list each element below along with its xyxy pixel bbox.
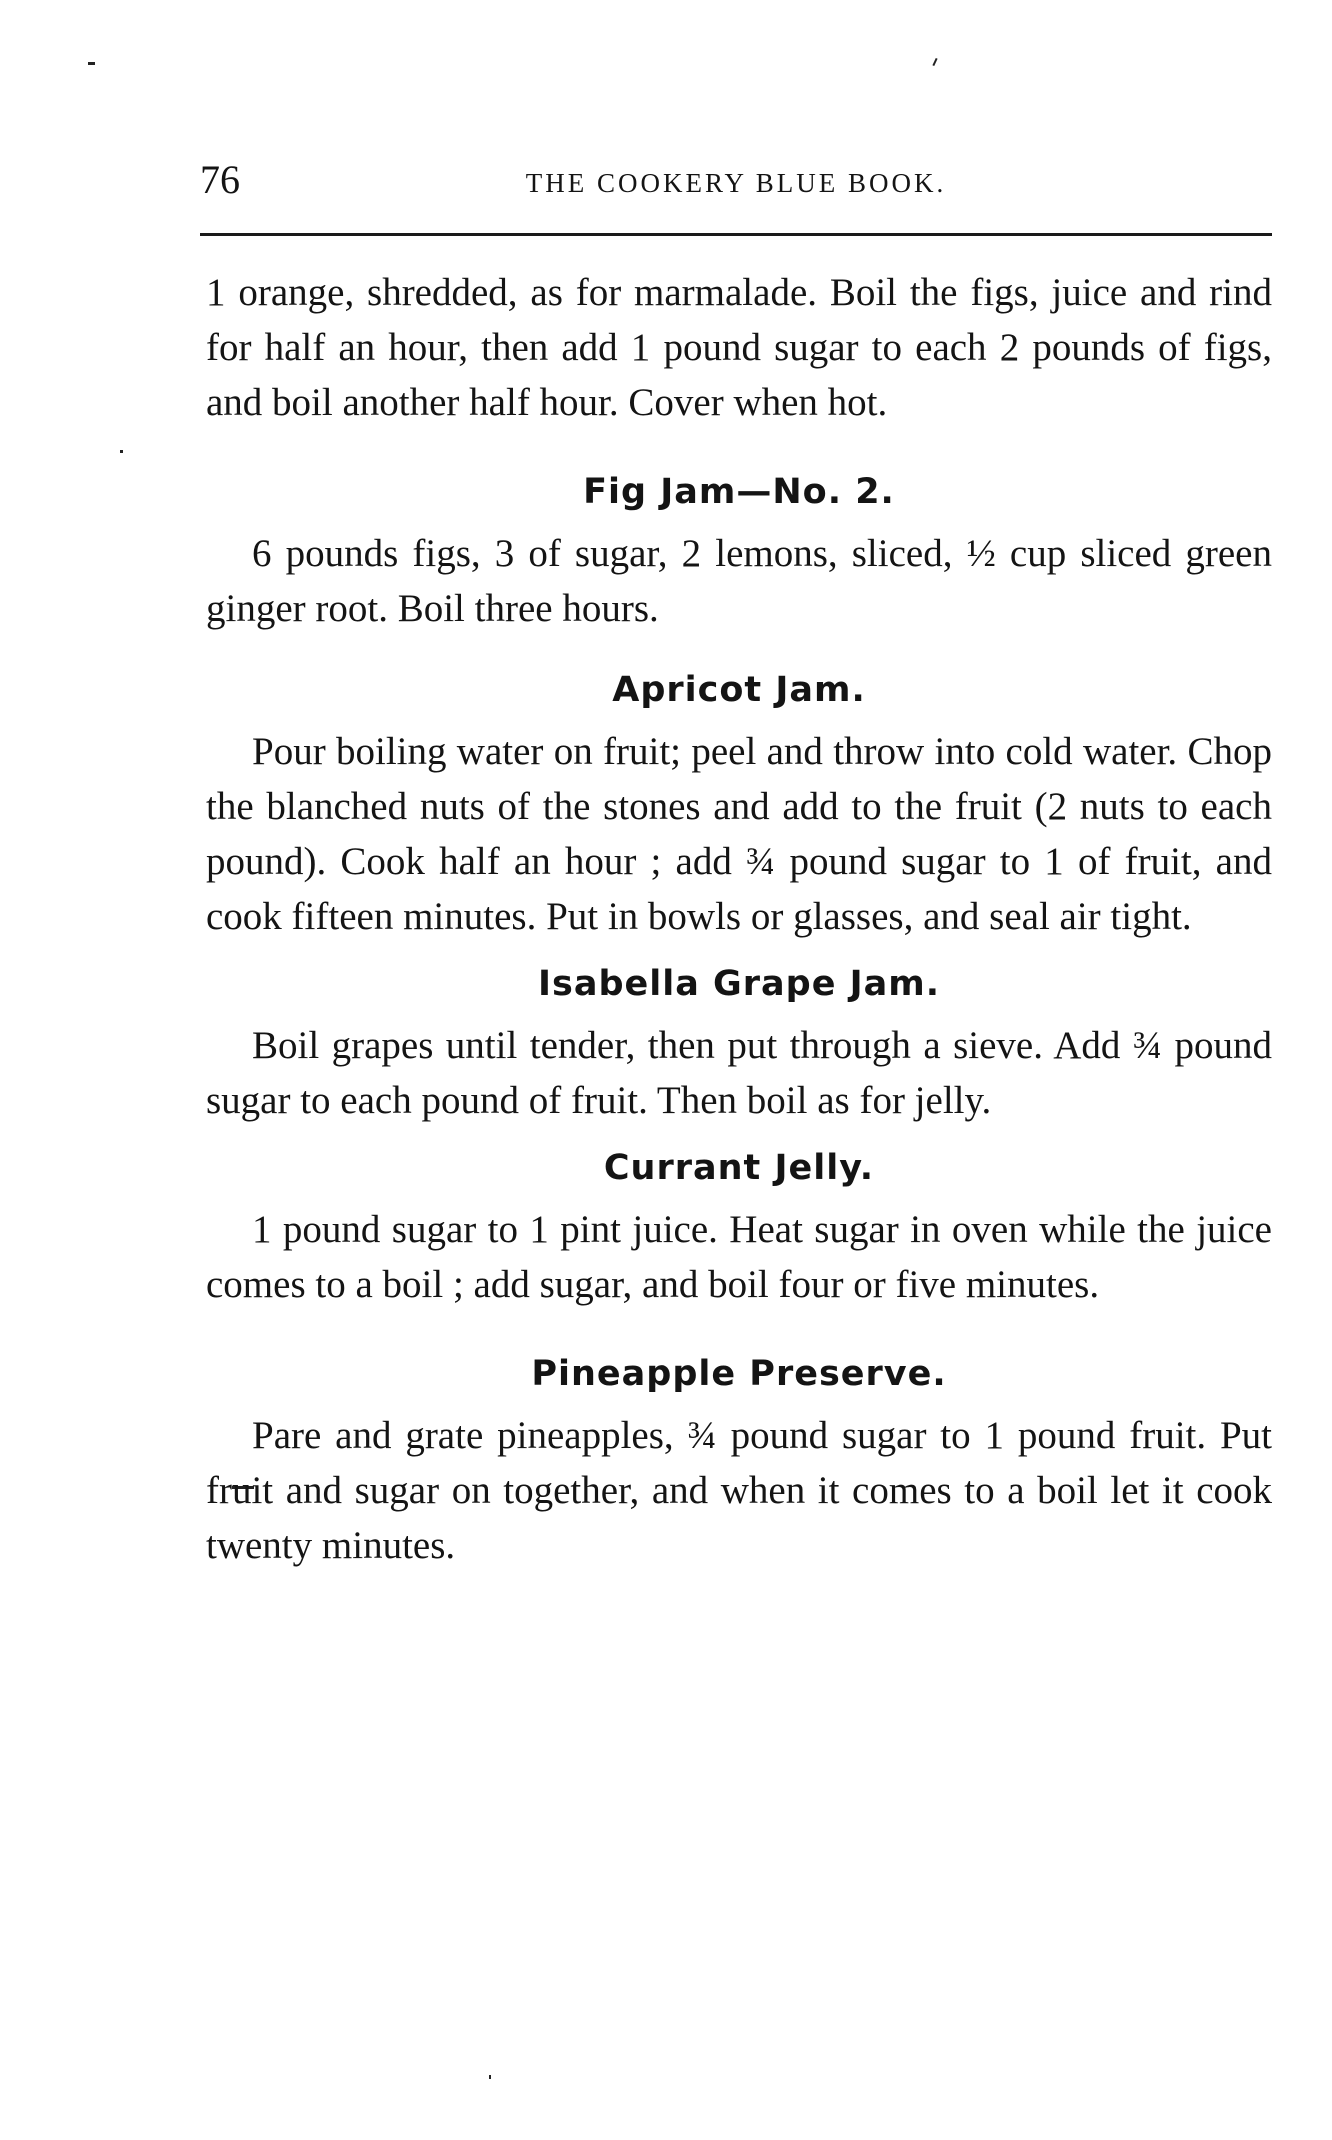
page-content — [206, 265, 1272, 1573]
running-title: THE COOKERY BLUE BOOK. — [525, 168, 947, 198]
recipe-title-pineapple-preserve: Pineapple Preserve. — [531, 1354, 947, 1394]
recipe-text-apricot-jam: Pour boiling water on fruit; peel and throw into cold water. Chop the blanched nuts of the stones and add to the fruit (2 nuts to each pound). Cook half an hour ; add ¾ pound sugar to 1 of fruit, and cook fifteen minutes. Put in bowls or glasses, and seal air tight. — [206, 730, 1272, 938]
recipe-title-currant-jelly: Currant Jelly. — [603, 1148, 875, 1188]
intro-paragraph: 1 orange, shredded, as for marmalade. Boil the figs, juice and rind for half an hour, then add 1 pound sugar to each 2 pounds of figs, and boil another half hour. Cover when hot. — [206, 271, 1272, 424]
scan-speck — [88, 62, 95, 65]
scan-speck — [932, 58, 937, 66]
recipe-text-pineapple-preserve: Pare and grate pineapples, ¾ pound sugar to 1 pound fruit. Put fruit and sugar on together, and when it comes to a boil let it cook twenty minutes. — [206, 1414, 1272, 1567]
recipe-text-fig-jam: 6 pounds figs, 3 of sugar, 2 lemons, sliced, ½ cup sliced green ginger root. Boil three hours. — [206, 532, 1272, 630]
recipe-text-isabella-grape-jam: Boil grapes until tender, then put through a sieve. Add ¾ pound sugar to each pound of fruit. Then boil as for jelly. — [206, 1024, 1272, 1122]
page-header — [200, 150, 1272, 210]
recipe-title-isabella-grape-jam: Isabella Grape Jam. — [537, 964, 941, 1004]
recipe-title-apricot-jam: Apricot Jam. — [612, 670, 866, 710]
page-number: 76 — [200, 157, 240, 202]
scan-speck — [120, 450, 123, 453]
recipe-title-fig-jam: Fig Jam—No. 2. — [583, 472, 895, 512]
header-rule — [200, 233, 1272, 236]
recipe-text-currant-jelly: 1 pound sugar to 1 pint juice. Heat sugar in oven while the juice comes to a boil ; add sugar, and boil four or five minutes. — [206, 1208, 1272, 1306]
scan-speck — [489, 2075, 491, 2079]
